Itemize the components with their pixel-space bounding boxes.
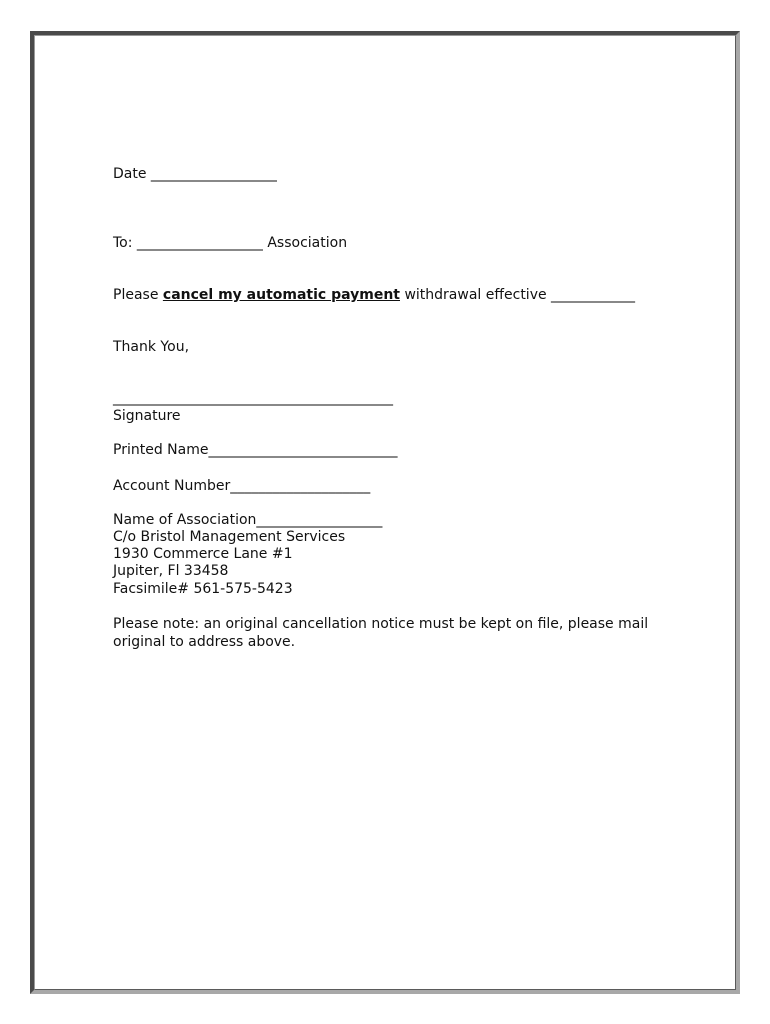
signature-rule: ________________________________________ xyxy=(113,390,393,406)
association-name-line: Name of Association__________________ xyxy=(113,512,383,528)
date-line: Date __________________ xyxy=(113,166,277,182)
request-prefix: Please xyxy=(113,287,163,303)
request-suffix: withdrawal effective ____________ xyxy=(400,287,636,303)
address-line-3: Jupiter, Fl 33458 xyxy=(113,563,229,579)
request-emphasis: cancel my automatic payment xyxy=(162,287,400,303)
printed-name-line: Printed Name___________________________ xyxy=(113,442,398,458)
closing-line: Thank You, xyxy=(113,339,190,355)
note-line-1: Please note: an original cancellation notice must be kept on file, please mail xyxy=(113,616,649,632)
cancel-request-line xyxy=(113,287,635,304)
signature-label: Signature xyxy=(113,408,181,424)
to-line: To: __________________ Association xyxy=(113,235,348,251)
account-number-line: Account Number____________________ xyxy=(113,478,371,494)
facsimile-line: Facsimile# 561-575-5423 xyxy=(113,581,293,597)
note-line-2: original to address above. xyxy=(113,634,296,650)
address-line-2: 1930 Commerce Lane #1 xyxy=(113,546,293,562)
address-line-1: C/o Bristol Management Services xyxy=(113,529,346,545)
